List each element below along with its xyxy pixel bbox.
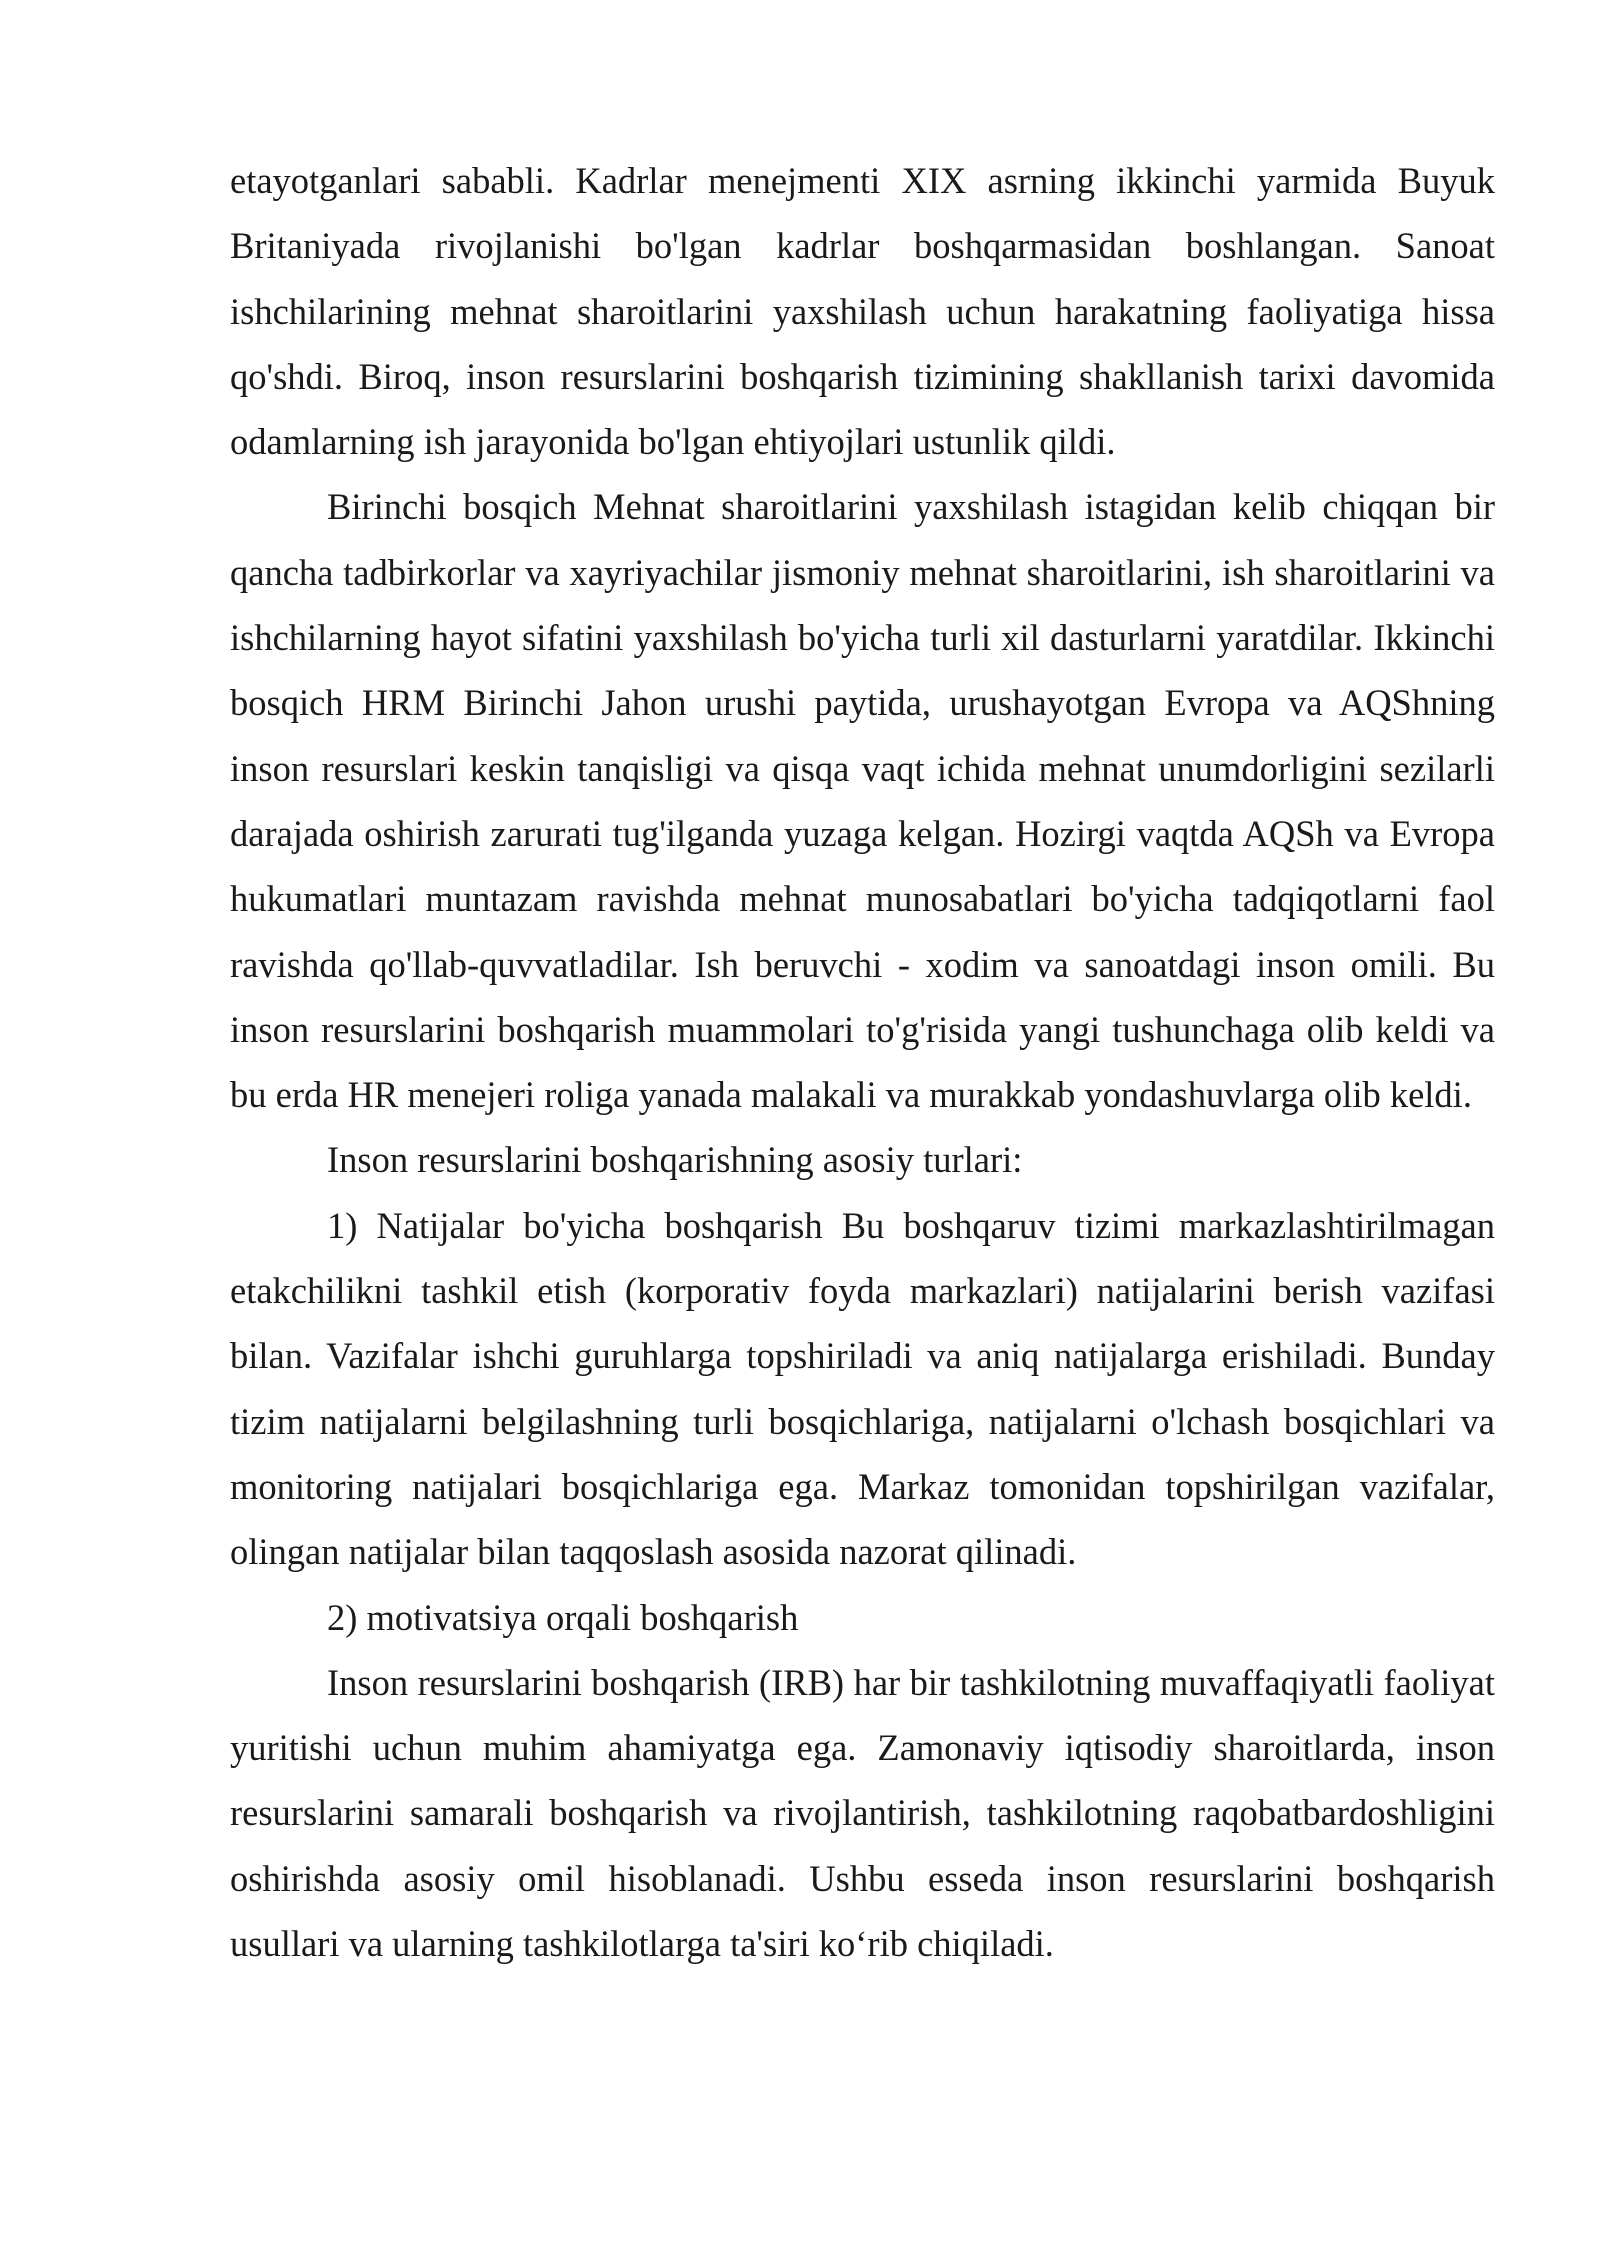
- paragraph-3: Inson resurslarini boshqarishning asosiy turlari:: [327, 1139, 1023, 1181]
- paragraph-2: Birinchi bosqich Mehnat sharoitlarini yaxshilash istagidan kelib chiqqan bir qancha tadbirkorlar va xayriyachilar jismoniy mehnat sharoitlarini, ish sharoitlarini va ishchilarning hayot sifatini yaxshilash bo'yicha turli xil dasturlarni yaratdilar. Ikkinchi bosqich HRM Birinchi Jahon urushi paytida, urushayotgan Evropa va AQShning inson resurslari keskin tanqisligi va qisqa vaqt ichida mehnat unumdorligini sezilarli darajada oshirish zarurati tug'ilganda yuzaga kelgan. Hozirgi vaqtda AQSh va Evropa hukumatlari muntazam ravishda mehnat munosabatlari bo'yicha tadqiqotlarni faol ravishda qo'llab-quvvatladilar. Ish beruvchi - xodim va sanoatdagi inson omili. Bu inson resurslarini boshqarish muammolari to'g'risida yangi tushunchaga olib keldi va bu erda HR menejeri roliga yanada malakali va murakkab yondashuvlarga olib keldi.: [230, 486, 1495, 1116]
- paragraph-5: 2) motivatsiya orqali boshqarish: [327, 1596, 799, 1638]
- document-body: [230, 148, 1495, 1976]
- paragraph-1: etayotganlari sababli. Kadrlar menejmenti XIX asrning ikkinchi yarmida Buyuk Britaniyada rivojlanishi bo'lgan kadrlar boshqarmasidan boshlangan. Sanoat ishchilarining mehnat sharoitlarini yaxshilash uchun harakatning faoliyatiga hissa qo'shdi. Biroq, inson resurslarini boshqarish tizimining shakllanish tarixi davomida odamlarning ish jarayonida bo'lgan ehtiyojlari ustunlik qildi.: [230, 160, 1495, 463]
- paragraph-4: 1) Natijalar bo'yicha boshqarish Bu boshqaruv tizimi markazlashtirilmagan etakchilikni tashkil etish (korporativ foyda markazlari) natijalarini berish vazifasi bilan. Vazifalar ishchi guruhlarga topshiriladi va aniq natijalarga erishiladi. Bunday tizim natijalarni belgilashning turli bosqichlariga, natijalarni o'lchash bosqichlari va monitoring natijalari bosqichlariga ega. Markaz tomonidan topshirilgan vazifalar, olingan natijalar bilan taqqoslash asosida nazorat qilinadi.: [230, 1204, 1495, 1573]
- paragraph-6: Inson resurslarini boshqarish (IRB) har bir tashkilotning muvaffaqiyatli faoliyat yuritishi uchun muhim ahamiyatga ega. Zamonaviy iqtisodiy sharoitlarda, inson resurslarini samarali boshqarish va rivojlantirish, tashkilotning raqobatbardoshligini oshirishda asosiy omil hisoblanadi. Ushbu esseda inson resurslarini boshqarish usullari va ularning tashkilotlarga ta'siri ko‘rib chiqiladi.: [230, 1661, 1495, 1965]
